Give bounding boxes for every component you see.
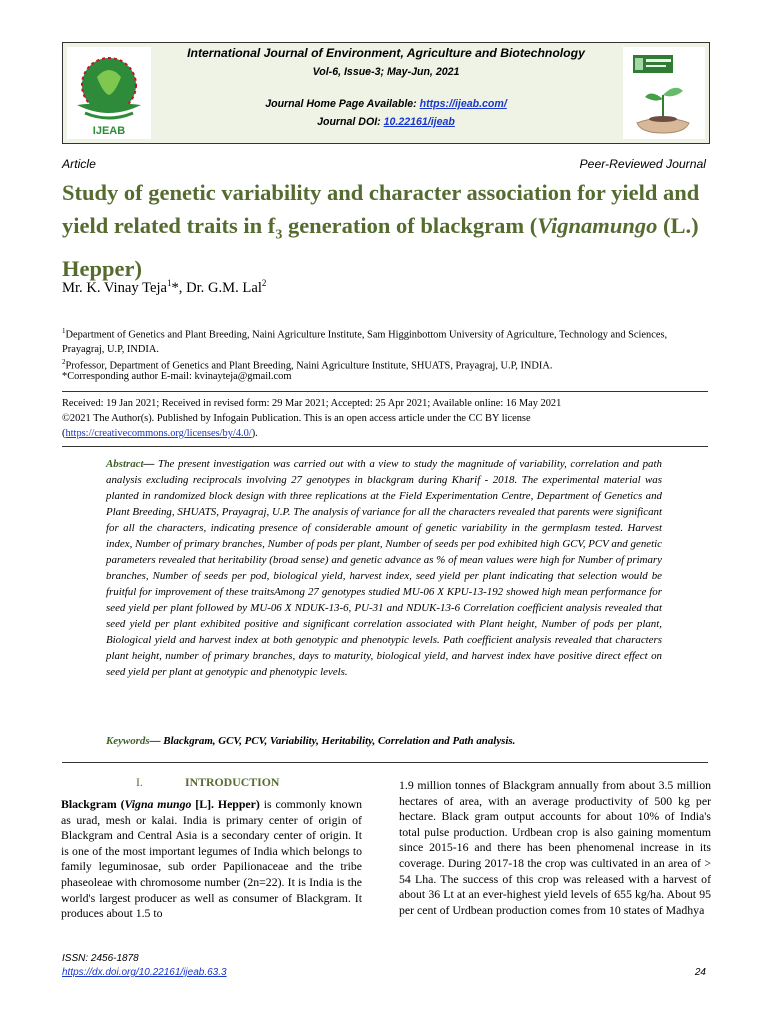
footer-issn: ISSN: 2456-1878: [62, 953, 139, 964]
footer-doi-link[interactable]: https://dx.doi.org/10.22161/ijeab.63.3: [62, 967, 227, 978]
plant-hands-logo: [623, 47, 705, 139]
article-dates: Received: 19 Jan 2021; Received in revised form: 29 Mar 2021; Accepted: 25 Apr 2021; Available online: 16 May 2021: [62, 398, 562, 409]
affiliation-2: $^2$Professor, Department of Genetics and Plant Breeding, Naini Agriculture Institute, SHUATS, Prayagraj, U.P, INDIA.: [62, 358, 553, 372]
divider: [62, 391, 708, 392]
section-number: I.: [136, 775, 143, 789]
footer-doi: [62, 967, 227, 978]
journal-title: International Journal of Environment, Agriculture and Biotechnology: [187, 46, 585, 60]
article-type-label: Article: [62, 157, 96, 171]
paper-title: Study of genetic variability and character association for yield and yield related traits in $f_3$ generation of blackgram (Vignamungo (L.) Hepper): [62, 180, 700, 281]
peer-reviewed-label: Peer-Reviewed Journal: [579, 157, 706, 171]
journal-doi-link[interactable]: 10.22161/ijeab: [383, 116, 455, 128]
license-link[interactable]: https://creativecommons.org/licenses/by/4.0/: [65, 428, 252, 439]
journal-doi: Journal DOI: 10.22161/ijeab: [317, 116, 455, 128]
page-number: 24: [694, 967, 706, 978]
intro-right-column: 1.9 million tonnes of Blackgram annually from about 3.5 million hectares of area, with an average productivity of 500 kg per hectare. Black gram output accounts for about 10% of India's total pulse production. Urdbean crop is also gaining momentum since 2015-16 and there has been phenomenal increase in its coverage. During 2017-18 the crop was cultivated in an area of > 54 Lha. The success of this crop was released with a harvest of about 36 Lt at an ever-highest yield levels of 655 kg/ha. About 95 per cent of Urdbean production comes from 10 states of Madhya: [399, 778, 711, 917]
journal-header: [62, 42, 710, 144]
license-link-line: (https://creativecommons.org/licenses/by/4.0/).: [62, 428, 258, 439]
corresponding-author: *Corresponding author E-mail: kvinayteja@gmail.com: [62, 371, 292, 382]
divider: [62, 446, 708, 447]
journal-home-page: Journal Home Page Available: https://ijeab.com/: [265, 98, 507, 110]
divider: [62, 762, 708, 763]
license-text: ©2021 The Author(s). Published by Infogain Publication. This is an open access article under the CC BY license: [62, 413, 531, 424]
journal-issue: Vol-6, Issue-3; May-Jun, 2021: [312, 66, 460, 78]
journal-logo: [67, 47, 151, 139]
abstract: Abstract— The present investigation was carried out with a view to study the magnitude of variability, correlation and path analysis excluding reciprocals involving 27 genotypes in blackgram during Kharif - 2018. The experimental material was planted in randomized block design with three replications at the Field Experimentation Centre, Department of Genetics and Plant Breeding, SHUATS, Prayagraj, U.P. The analysis of variance for all the characters revealed that parents were significant for all the characters, indicating presence of considerable amount of genetic variability in the germplasm tested. Harvest index, Number of primary branches, Number of pods per plant, Number of seeds per pod exhibited high GCV, PCV and genetic parameters revealed that heritability (broad sense) and genetic advance as % of mean values were high for Number of primary branches, Number of seeds per pod, biological yield, harvest index, seed yield per plant indicating that selection would be fruitful for improvement of these traitsAmong 27 genotypes studied MU-06 X KPU-13-192 showed high mean performance for seed yield per plant followed by MU-06 X NDUK-13-6, PU-31 and NDUK-13-6 Correlation coefficient analysis revealed that seed yield per plant exhibited positive and significant correlation associated with Plant height, Number of pods per plant, Biological yield and harvest index at both genotypic and phenotypic levels. Path coefficient analysis revealed that characters plant height, number of primary branches, days to maturity, biological yield, and harvest index have positive direct effect on seed yield per plant at genotypic and phenotypic levels.: [106, 458, 662, 678]
svg-text:IJEAB: IJEAB: [92, 125, 126, 137]
journal-home-link[interactable]: https://ijeab.com/: [419, 98, 507, 110]
affiliation-1: $^1$Department of Genetics and Plant Breeding, Naini Agriculture Institute, Sam Higginbottom University of Agriculture, Technology and Sciences, Prayagraj, U.P, INDIA.: [62, 327, 668, 356]
authors: Mr. K. Vinay Teja$^1$*, Dr. G.M. Lal$^2$: [62, 278, 267, 296]
intro-left-column: Blackgram (Vigna mungo [L]. Hepper) is commonly known as urad, mesh or kalai. India is primary center of origin of Blackgram and Central Asia is a secondary center of origin. It is one of the most important legumes of India which belongs to family leguminosae, sub order Papilionaceae and the tribe phaseoleae with chromosome number (2n=22). It is India is the world's largest producer as well as consumer of Blackgram. It produces about 1.5 to: [61, 797, 362, 921]
section-heading: INTRODUCTION: [185, 775, 280, 789]
keywords: Keywords— Blackgram, GCV, PCV, Variability, Heritability, Correlation and Path analysis.: [106, 735, 516, 747]
